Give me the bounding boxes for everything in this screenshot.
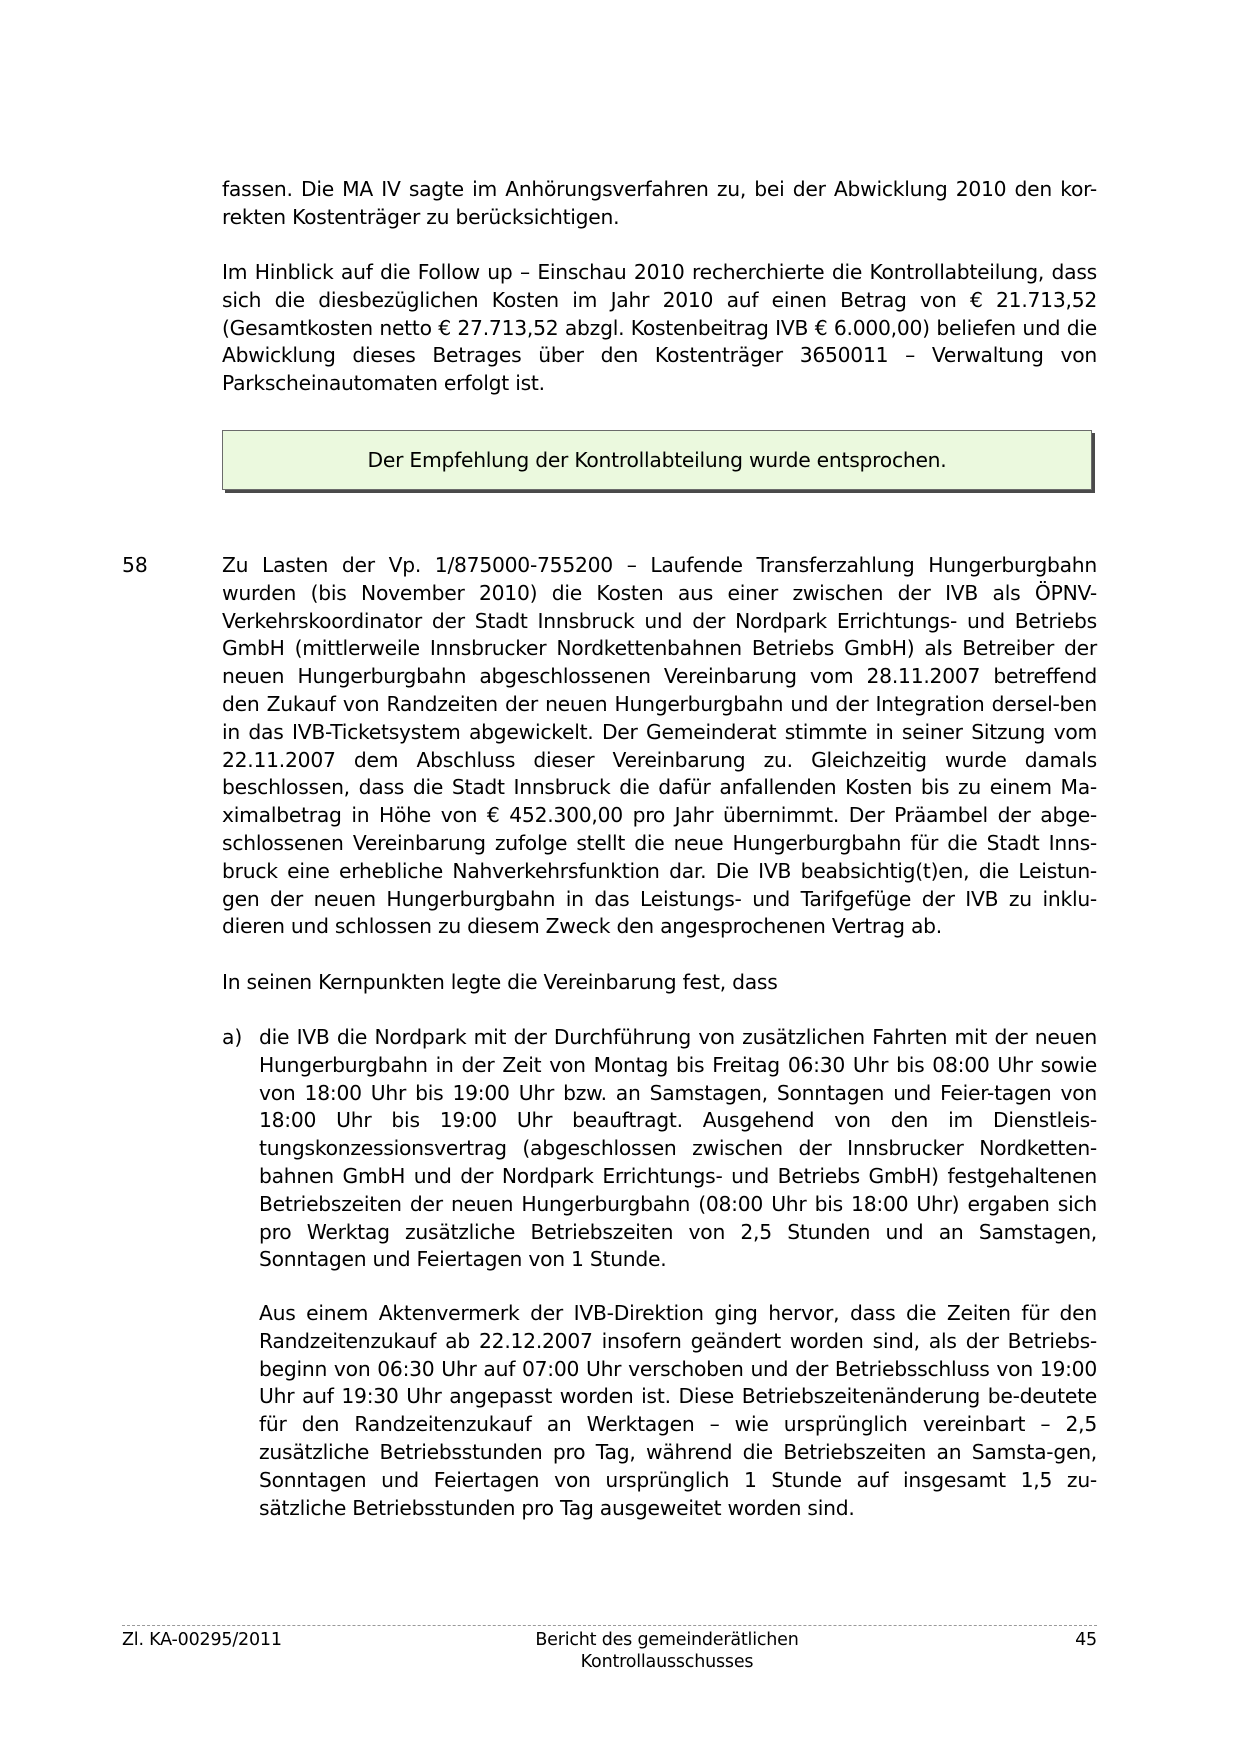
list-item-paragraph-2: Aus einem Aktenvermerk der IVB-Direktion ging hervor, dass die Zeiten für den Randzeitenzukauf ab 22.12.2007 insofern geändert worden sind, als der Betriebs-beginn von 06:30 Uhr auf 07:00 Uhr verschoben und der Betriebsschluss von 19:00 Uhr auf 19:30 Uhr angepasst worden ist. Diese Betriebszeitenänderung be-deutete für den Randzeitenzukauf an Werktagen – wie ursprünglich vereinbart – 2,5 zusätzliche Betriebsstunden pro Tag, während die Betriebszeiten an Samsta-gen, Sonntagen und Feiertagen von ursprünglich 1 Stunde auf insgesamt 1,5 zu-sätzliche Betriebsstunden pro Tag ausgeweitet worden sind. [259,1301,1097,1520]
paragraph-top [222,176,1097,232]
recommendation-callout-box [222,430,1092,490]
list-item-marker: a) [222,1025,243,1049]
section-main-paragraph-text: Zu Lasten der Vp. 1/875000-755200 – Laufende Transferzahlung Hungerburgbahn wurden (bis November 2010) die Kosten aus einer zwischen der IVB als ÖPNV-Verkehrskoordinator der Stadt Innsbruck und der Nordpark Errichtungs- und Betriebs GmbH (mittlerweile Innsbrucker Nordkettenbahnen Betriebs GmbH) als Betreiber der neuen Hungerburgbahn abgeschlossenen Vereinbarung vom 28.11.2007 betreffend den Zukauf von Randzeiten der neuen Hungerburgbahn und der Integration dersel-ben in das IVB-Ticketsystem abgewickelt. Der Gemeinderat stimmte in seiner Sitzung vom 22.11.2007 dem Abschluss dieser Vereinbarung zu. Gleichzeitig wurde damals beschlossen, dass die Stadt Innsbruck die dafür anfallenden Kosten bis zu einem Ma-ximalbetrag in Höhe von € 452.300,00 pro Jahr übernimmt. Der Präambel der abge-schlossenen Vereinbarung zufolge stellt die neue Hungerburgbahn für die Stadt Inns-bruck eine erhebliche Nahverkehrsfunktion dar. Die IVB beabsichtig(t)en, die Leistun-gen der neuen Hungerburgbahn in das Leistungs- und Tarifgefüge der IVB zu inklu-dieren und schlossen zu diesem Zweck den angesprochenen Vertrag ab. [222,553,1097,939]
footer-title: Bericht des gemeinderätlichen Kontrollausschusses [535,1630,799,1672]
paragraph-top-text: fassen. Die MA IV sagte im Anhörungsverfahren zu, bei der Abwicklung 2010 den kor-rekten Kostenträger zu berücksichtigen. [222,177,1097,229]
list-item-body-continuation [259,1300,1097,1522]
list-item-body [259,1024,1097,1274]
section-intro-paragraph-text: In seinen Kernpunkten legte die Vereinbarung fest, dass [222,970,778,994]
list-item-a-continuation [222,1300,1097,1522]
section-main-paragraph [222,552,1097,941]
section-number: 58 [122,553,148,577]
recommendation-callout-text: Der Empfehlung der Kontrollabteilung wurde entsprochen. [367,448,947,472]
paragraph-followup-text: Im Hinblick auf die Follow up – Einschau 2010 recherchierte die Kontrollabteilung, dass sich die diesbezüglichen Kosten im Jahr 2010 auf einen Betrag von € 21.713,52 (Gesamtkosten netto € 27.713,52 abzgl. Kostenbeitrag IVB € 6.000,00) beliefen und die Abwicklung dieses Betrages über den Kostenträger 3650011 – Verwaltung von Parkscheinautomaten erfolgt ist. [222,260,1097,396]
footer-page-number: 45 [1075,1630,1097,1650]
footer-divider [122,1625,1097,1626]
footer-reference: Zl. KA-00295/2011 [122,1630,282,1650]
paragraph-followup [222,259,1097,398]
list-item-paragraph-1: die IVB die Nordpark mit der Durchführung von zusätzlichen Fahrten mit der neuen Hungerburgbahn in der Zeit von Montag bis Freitag 06:30 Uhr bis 08:00 Uhr sowie von 18:00 Uhr bis 19:00 Uhr bzw. an Samstagen, Sonntagen und Feier-tagen von 18:00 Uhr bis 19:00 Uhr beauftragt. Ausgehend von den im Dienstleis-tungskonzessionsvertrag (abgeschlossen zwischen der Innsbrucker Nordketten-bahnen GmbH und der Nordpark Errichtungs- und Betriebs GmbH) festgehaltenen Betriebszeiten der neuen Hungerburgbahn (08:00 Uhr bis 18:00 Uhr) ergaben sich pro Werktag zusätzliche Betriebszeiten von 2,5 Stunden und an Samstagen, Sonntagen und Feiertagen von 1 Stunde. [259,1025,1097,1272]
section-intro-paragraph [222,969,1097,997]
list-item-a [222,1024,1097,1274]
